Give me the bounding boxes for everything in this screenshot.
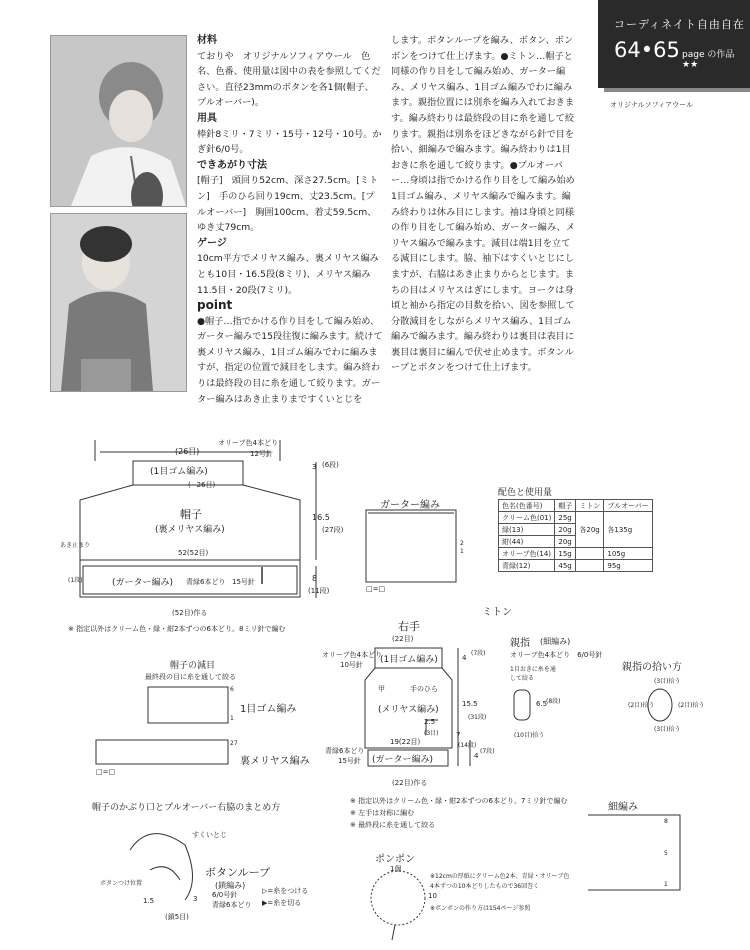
mitten-d155: 15.5 bbox=[462, 700, 478, 708]
hat-title: 帽子 bbox=[180, 508, 202, 521]
heading-materials: 材料 bbox=[197, 35, 217, 46]
hat-r11: (11段) bbox=[308, 587, 330, 595]
thumb-yarn: オリーブ色4本どり 6/0号針 bbox=[510, 651, 603, 659]
color-table bbox=[498, 499, 653, 572]
mitten-r7b: (7段) bbox=[480, 748, 495, 755]
table-cell: 各20g bbox=[576, 512, 604, 548]
mitten-r7: (7段) bbox=[471, 650, 486, 657]
page-suffix: page の作品 ★★ bbox=[682, 50, 735, 70]
mitten-st: (メリヤス編み) bbox=[378, 705, 439, 715]
table-cell: 20g bbox=[555, 524, 576, 536]
sc-r5: 5 bbox=[664, 850, 668, 857]
hat-r3: 3 bbox=[312, 463, 317, 471]
hat-navy6: 青緑6本どり bbox=[186, 578, 226, 586]
mitten-d4: 4 bbox=[462, 654, 467, 662]
garter-title: ガーター編み bbox=[380, 500, 440, 511]
hat-r27: (27段) bbox=[322, 526, 344, 534]
table-cell: クリーム色(01) bbox=[499, 512, 555, 524]
table-cell: 20g bbox=[555, 536, 576, 548]
heading-size: できあがり寸法 bbox=[197, 159, 267, 171]
sc-r8: 8 bbox=[664, 818, 668, 825]
hat-n15: 15号針 bbox=[232, 578, 255, 586]
table-header: 色名(色番号) bbox=[499, 500, 555, 512]
thumb-pick: (10目)拾う bbox=[514, 732, 545, 739]
finish-cut: ▶=糸を切る bbox=[262, 899, 302, 907]
hat-olive: オリーブ色4本どり bbox=[218, 439, 279, 447]
hat-rev: (裏メリヤス編み) bbox=[155, 525, 225, 535]
hat-r1: (1段) bbox=[68, 577, 83, 584]
hat-st26: (26目) bbox=[175, 447, 200, 456]
hatdec-rib: 1目ゴム編み bbox=[240, 704, 297, 715]
hat-st52: 52(52目) bbox=[178, 549, 209, 557]
hat-dec26: (−26目) bbox=[188, 481, 216, 489]
hatdec-title: 帽子の減目 bbox=[170, 661, 216, 671]
table-row bbox=[499, 512, 653, 524]
finish-loop-yarn: 青緑6本どり bbox=[212, 901, 252, 909]
mitten-note-3: ※ 最終段に糸を通して絞る bbox=[350, 821, 436, 829]
table-cell: 95g bbox=[604, 560, 652, 572]
hat-garter: (ガーター編み) bbox=[112, 578, 174, 588]
mitten-n10: 10号針 bbox=[340, 661, 363, 669]
hatdec-r27: 27 bbox=[230, 740, 238, 747]
thumbpick-left: (2目)拾う bbox=[628, 702, 655, 709]
garter-r1: 1 bbox=[460, 548, 464, 555]
sc-title: 細編み bbox=[608, 802, 638, 813]
coordinate-label: コーディネイト自由自在 bbox=[614, 18, 745, 31]
thumb-note: 1目おきに糸を通して絞る bbox=[510, 666, 556, 682]
table-header: 帽子 bbox=[555, 500, 576, 512]
thumbpick-right: (2目)拾う bbox=[678, 702, 705, 709]
table-cell: 105g bbox=[604, 548, 652, 560]
mitten-r31: (31段) bbox=[468, 714, 487, 721]
thumb-r8: (8段) bbox=[546, 698, 561, 705]
mitten-d4b: 4 bbox=[474, 752, 479, 760]
text-materials: ておりや オリジナルソフィアウール 色名、色番、使用量は図中の表を参照してください。直径23mmのボタンを各1個(帽子、プルオーバー)。 bbox=[197, 50, 381, 109]
text-tools: 棒針8ミリ・7ミリ・15号・12号・10号。かぎ針6/0号。 bbox=[197, 128, 382, 156]
thumbpick-top: (3目)拾う bbox=[654, 678, 681, 685]
table-cell: 各135g bbox=[604, 512, 652, 548]
hatdec-r1: 1 bbox=[230, 715, 234, 722]
hat-needle12: 12号針 bbox=[250, 450, 273, 458]
finish-loop-sub: (鎖編み) bbox=[215, 881, 246, 890]
table-header: プルオーバー bbox=[604, 500, 652, 512]
table-cell: 25g bbox=[555, 512, 576, 524]
table-cell: 青緑(12) bbox=[499, 560, 555, 572]
mitten-note-1: ※ 指定以外はクリーム色・緑・紺2本ずつの6本どり。7ミリ針で編む bbox=[350, 797, 568, 805]
hat-d8: 8 bbox=[312, 574, 318, 583]
mitten-palm: 手のひら bbox=[410, 685, 438, 693]
finish-seam: すくいとじ bbox=[192, 831, 227, 839]
mitten-cast: (22目)作る bbox=[392, 779, 428, 787]
garter-r2: 2 bbox=[460, 540, 464, 547]
pompon-note2: ※ボンボンの作り方は154ページ参照 bbox=[430, 905, 531, 912]
mitten-n15: 15号針 bbox=[338, 757, 361, 765]
heading-gauge: ゲージ bbox=[197, 237, 227, 249]
finish-loop: ボタンループ bbox=[205, 866, 271, 879]
heading-tools: 用具 bbox=[197, 112, 217, 124]
table-row bbox=[499, 560, 653, 572]
hat-note: ※ 指定以外はクリーム色・緑・紺2本ずつの6本どり。8ミリ針で編む bbox=[68, 625, 286, 633]
hat-cast: (52目)作る bbox=[172, 609, 208, 617]
mitten-garter: (ガーター編み) bbox=[372, 755, 434, 765]
finish-btn: ボタンつけ位置 bbox=[100, 880, 143, 887]
garter-legend: □=□ bbox=[366, 585, 386, 593]
mitten-rib: (1目ゴム編み) bbox=[380, 655, 438, 665]
mitten-title: 右手 bbox=[398, 620, 420, 633]
hatdec-r6: 6 bbox=[230, 686, 234, 693]
hat-rib-label: (1目ゴム編み) bbox=[150, 467, 208, 477]
finish-loop-needle: 6/0号針 bbox=[212, 891, 238, 899]
yarn-label: オリジナルソフィアウール bbox=[610, 101, 693, 109]
finish-ch5: (鎖5目) bbox=[165, 913, 189, 921]
pompon-d10: 10 bbox=[428, 892, 437, 900]
mitten-r14: (14段) bbox=[458, 742, 477, 749]
mitten-st22: (22目) bbox=[392, 635, 414, 643]
hatdec-rev: 裏メリヤス編み bbox=[240, 756, 310, 767]
pompon-title: ポンポン bbox=[375, 854, 415, 865]
page-numbers: 64•65 bbox=[614, 38, 680, 62]
text-point-hat: ●帽子…指でかける作り目をして編み始め、ガーター編みで15段往復に編みます。続けて裏メリヤス編み、1目ゴム編みでわに編みますが、指定の位置で減目をします。編み終わりは最終段の目に糸を通して絞ります。ガーター編みはあき止まりまですくいとじを bbox=[197, 315, 383, 405]
table-cell: 紺(44) bbox=[499, 536, 555, 548]
mitten-s19: 19(22目) bbox=[390, 738, 421, 746]
table-cell: 45g bbox=[555, 560, 576, 572]
pompon-note: ※12cmの厚紙にクリーム色2本、青緑・オリーブ色4本ずつの10本どりしたもので36回巻く bbox=[430, 873, 570, 890]
hatdec-legend: □=□ bbox=[96, 768, 116, 776]
mitten-r3: (3目) bbox=[424, 730, 439, 737]
mitten-note-2: ※ 左手は対称に編む bbox=[350, 809, 415, 817]
table-header: ミトン bbox=[576, 500, 604, 512]
table-cell: 緑(13) bbox=[499, 524, 555, 536]
finish-attach: ▷=糸をつける bbox=[262, 887, 309, 895]
table-row bbox=[499, 548, 653, 560]
pompon-count: 1個 bbox=[390, 865, 402, 873]
thumbpick-bot: (3目)拾う bbox=[654, 726, 681, 733]
table-cell bbox=[576, 548, 604, 560]
table-cell bbox=[576, 560, 604, 572]
text-size: [帽子] 頭回り52cm、深さ27.5cm。[ミトン] 手のひら回り19cm、丈23.5cm。[プルオーバー] 胸囲100cm、着丈59.5cm、ゆき丈79cm。 bbox=[197, 175, 379, 234]
hatdec-sub: 最終段の目に糸を通して絞る bbox=[145, 673, 236, 681]
table-cell: 15g bbox=[555, 548, 576, 560]
finish-title: 帽子のかぶり口とプルオーバー右脇のまとめ方 bbox=[92, 803, 281, 813]
table-header-row bbox=[499, 500, 653, 512]
thumb-d65: 6.5 bbox=[536, 700, 548, 708]
thumb-sub: (細編み) bbox=[540, 637, 571, 646]
mitten-d7: 7 bbox=[456, 731, 461, 739]
hat-r6: (6段) bbox=[322, 461, 339, 469]
sc-r1: 1 bbox=[664, 881, 668, 888]
mitten-olive: オリーブ色4本どり bbox=[322, 651, 383, 659]
mitten-navy6: 青緑6本どり bbox=[325, 747, 365, 755]
table-cell: オリーブ色(14) bbox=[499, 548, 555, 560]
hat-open: あき止まり bbox=[60, 542, 91, 549]
thumb-title: 親指 bbox=[510, 638, 530, 649]
heading-point: point bbox=[197, 298, 233, 313]
text-gauge: 10cm平方でメリヤス編み、裏メリヤス編みとも10目・16.5段(8ミリ)、メリヤス編み11.5目・20段(7ミリ)。 bbox=[197, 253, 379, 296]
mitten-section: ミトン bbox=[482, 607, 512, 618]
table-title: 配色と使用量 bbox=[498, 488, 553, 498]
thumbpick-title: 親指の拾い方 bbox=[622, 662, 682, 673]
hat-d165: 16.5 bbox=[312, 513, 330, 522]
finish-d3: 3 bbox=[193, 895, 198, 903]
mitten-back: 甲 bbox=[378, 685, 385, 693]
finish-d15: 1.5 bbox=[143, 897, 155, 905]
mitten-d25: 2.5 bbox=[424, 718, 436, 726]
text-continued: します。ボタンループを編み、ボタン、ボンボンをつけて仕上げます。●ミトン…帽子と同様の作り目をして編み始め、ガーター編み、メリヤス編み、1目ゴム編みでわに編みます。親指位置には別糸を編み入れておきます。編み終わりは最終段の目に糸を通して絞ります。親指は別糸をほどきながら針で目を拾い、細編みで編みます。編み終わりは1目おきに糸を通して絞ります。●プルオーバー…身頃は指でかける作り目をして編み始め1目ゴム編み、メリヤス編みで編みます。編み終わりは休み目にします。袖は身頃と同様の作り目をして編み始め、ガーター編み、メリヤス編みで編みます。減目は端1目を立てる減目にします。脇、袖下はすくいとじにしますが、右脇はあき止まりからとじます。まちの目はメリヤスはぎにします。ヨークは身頃と袖から指定の目数を拾い、図を参照して分散減目をしながらメリヤス編み、1目ゴム編みで編みます。編み終わりは裏目は表目に裏目は裏目に編んで伏せ止めます。ボタンループとボタンをつけて仕上げます。 bbox=[391, 35, 575, 374]
